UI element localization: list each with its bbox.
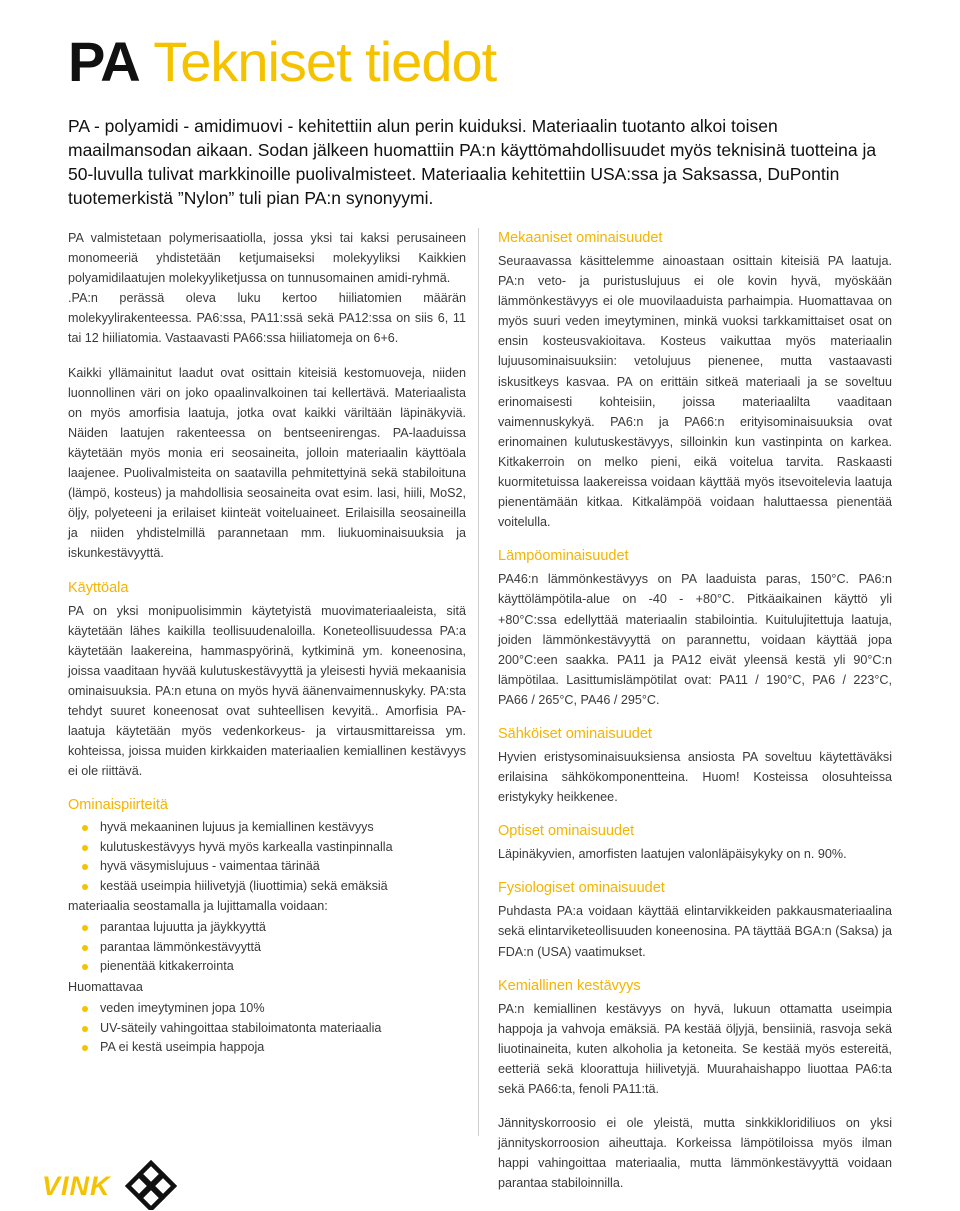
lampo-heading: Lämpöominaisuudet <box>498 548 629 565</box>
list-item: parantaa lämmönkestävyyttä <box>68 938 466 958</box>
sahko-text: Hyvien eristysominaisuuksiensa ansiosta PA soveltuu käytettäväksi erilaisina sähkökomponentteina. Huom! Kosteissa olosuhteissa eristykyky heikkenee. <box>498 749 892 805</box>
left-column <box>68 228 466 1058</box>
kemiallinen-heading: Kemiallinen kestävyys <box>498 977 641 994</box>
bullet-icon <box>82 925 88 931</box>
mekaaniset-heading: Mekaaniset ominaisuudet <box>498 230 663 246</box>
bullet-icon <box>82 1006 88 1012</box>
title-pa: PA <box>68 30 140 93</box>
title-rest: Tekniset tiedot <box>153 30 497 93</box>
sahko-heading: Sähköiset ominaisuudet <box>498 725 652 742</box>
logo-text: VINK <box>42 1171 111 1201</box>
right-column <box>498 228 892 1193</box>
huomattavaa-list <box>68 999 466 1058</box>
vink-logo <box>42 1160 182 1210</box>
list-item: parantaa lujuutta ja jäykkyyttä <box>68 918 466 938</box>
column-divider <box>478 228 479 1136</box>
fysiologiset-heading: Fysiologiset ominaisuudet <box>498 880 665 897</box>
bullet-icon <box>82 884 88 890</box>
list-item: hyvä väsymislujuus - vaimentaa tärinää <box>68 857 466 877</box>
mekaaniset-text: Seuraavassa käsittelemme ainoastaan osittain kiteisiä PA laatuja. PA:n veto- ja puristuslujuus ei ole kovin hyvä, myöskään lämmönkestävyys ei ole muovilaaduista parhaimpia. Huomattavaa on myös suuri veden imeytyminen, minkä vuoksi tarkkamittaiset osat on ensin kosteusvakioitava. Kosteus vaikuttaa myös materiaalin lujuusominaisuuksiin: vetolujuus pienenee, mutta vastaavasti iskusitkeys kasvaa. PA on erittäin sitkeä materiaali ja se soveltuu erinomaisesti kohteisiin, joissa materiaalilta vaaditaan vaimennuskykyä. PA6:n ja PA66:n erityisominaisuuksia ovat erinomainen kulutuskestävyys, silloinkin kun vastinpinta on karkea. Kitkakerroin on melko pieni, eikä voitelua tarvita. Raskaasti kuormitetuissa laakereissa voidaan käyttää myös itsevoitelevia laatuja pienentämään kitkaa. Kitkalämpöä voidaan haluttaessa pienentää voitelulla. <box>498 254 892 530</box>
jannitys-text: Jännityskorroosio ei ole yleistä, mutta sinkkikloridiliuos on yksi jännityskorroosion aiheuttaja. Korkeissa lämpötiloissa myös ilman happi vahingoittaa materiaalia, mutta lämmönkestävyyttä voidaan parantaa stabiloinnilla. <box>498 1116 892 1191</box>
list-item: UV-säteily vahingoittaa stabiloimatonta materiaalia <box>68 1019 466 1039</box>
list-item: veden imeytyminen jopa 10% <box>68 999 466 1019</box>
left-paragraph-1b: .PA:n perässä oleva luku kertoo hiiliatomien määrän molekyylirakenteessa. PA6:ssa, PA11:ssä sekä PA12:ssa on siis 6, 11 tai 12 hiiliatomia. Vastaavasti PA66:ssa hiiliatomeja on 6+6. <box>68 291 466 346</box>
lampo-text: PA46:n lämmönkestävyys on PA laaduista paras, 150°C. PA6:n käyttölämpötila-alue on -40 - +80°C. Pitkäaikainen käyttö yli +80°C:ssa edellyttää materiaalin stabilointia. Kuitulujitettuja laatuja, joiden lämmönkestävyyttä on parannettu, voidaan käyttää jopa 200°C:een saakka. PA11 ja PA12 eivät yleensä kestä yli 90°C:n lämpötilaa. Lasittumislämpötilat ovat: PA11 / 190°C, PA6 / 223°C, PA66 / 265°C, PA46 / 295°C. <box>498 572 892 707</box>
bullet-icon <box>82 945 88 951</box>
optiset-text: Läpinäkyvien, amorfisten laatujen valonläpäisykyky on n. 90%. <box>498 847 847 862</box>
kayttoala-heading: Käyttöala <box>68 579 129 596</box>
left-paragraph-1: PA valmistetaan polymerisaatiolla, jossa yksi tai kaksi perusaineen monomeeriä yhdistetään ketjumaiseksi molekyyliksi Kaikkien polyamidilaatujen molekyyliketjussa on tunnusomainen amidi-ryhmä. <box>68 231 466 286</box>
intro-paragraph <box>68 114 898 210</box>
left-paragraph-2: Kaikki yllämainitut laadut ovat osittain kiteisiä kestomuoveja, niiden luonnollinen väri on joko opaalinvalkoinen tai kellertävä. Materiaalista on myös amorfisia laatuja, jotka ovat kaikki väriltään läpinäkyviä. Näiden laatujen rakenteessa on bentseenirengas. PA-laaduissa käytetään myös monia eri seosaineita, jolloin materiaalin käyttöala laajenee. Puolivalmisteita on saatavilla pehmitettyinä sekä stabiloituna (lämpö, kosteus) ja mahdollisia seosaineita ovat esim. lasi, hiili, MoS2, öljy, polyeteeni ja erilaiset kiinteät voiteluaineet. Erilaisilla seosaineilla ja niiden yhdistelmillä parannetaan mm. liukuominaisuuksia ja iskunkestävyyttä. <box>68 365 466 561</box>
bullet-icon <box>82 1045 88 1051</box>
kayttoala-text: PA on yksi monipuolisimmin käytetyistä muovimateriaaleista, sitä käytetään lähes kaikilla teollisuudenaloilla. Koneteollisuudessa PA:a käytetään laakereina, hammaspyörinä, kytkiminä ym. koneenosina, joissa vaaditaan hyvää kulutuskestävyyttä ja yleisesti hyviä mekaanisia ominaisuuksia. PA:n etuna on myös hyvä äänenvaimennuskyky. PA:sta tehdyt suuret koneenosat ovat suhteellisen kevyitä.. Amorfisia PA-laatuja käytetään myös vedenkorkeus- ja virtausmittareissa ym. kohteissa, joissa muiden kirkkaiden materiaalien kemiallinen kestävyys ei ole riittävä. <box>68 603 466 779</box>
intro-text: PA - polyamidi - amidimuovi - kehitettiin alun perin kuiduksi. Materiaalin tuotanto alkoi toisen maailmansodan aikaan. Sodan jälkeen huomattiin PA:n käyttömahdollisuudet myös teknisinä tuotteina ja 50-luvulla tulivat markkinoille puolivalmisteet. Materiaalia kehitettiin USA:ssa ja Saksassa, DuPontin tuotemerkistä ”Nylon” tuli pian PA:n synonyymi. <box>68 116 877 208</box>
list-item: PA ei kestä useimpia happoja <box>68 1038 466 1058</box>
seostamalla-label: materiaalia seostamalla ja lujittamalla voidaan: <box>68 899 328 914</box>
bullet-icon <box>82 964 88 970</box>
optiset-heading: Optiset ominaisuudet <box>498 823 635 840</box>
list-item: kestää useimpia hiilivetyjä (liuottimia) sekä emäksiä <box>68 877 466 897</box>
fysiologiset-text: Puhdasta PA:a voidaan käyttää elintarvikkeiden pakkausmateriaalina sekä elintarviketeollisuuden koneenosina. PA täyttää BGA:n (Saksa) ja FDA:n (USA) vaatimukset. <box>498 904 892 959</box>
list-item: pienentää kitkakerrointa <box>68 957 466 977</box>
bullet-icon <box>82 864 88 870</box>
bullet-icon <box>82 845 88 851</box>
kemiallinen-text: PA:n kemiallinen kestävyys on hyvä, lukuun ottamatta useimpia happoja ja vahvoja emäksiä. PA kestää öljyjä, bensiiniä, rasvoja sekä liuotinaineita, kuten alkoholia ja ketoneita. Se kestää myös estereitä, eetteriä sekä kloorattuja hiilivetyjä. Muurahaishappo liuottaa PA6:ta sekä PA66:ta, fenoli PA11:tä. <box>498 1001 892 1096</box>
seostamalla-list <box>68 918 466 977</box>
ominaispiirteita-list <box>68 818 466 896</box>
list-item: kulutuskestävyys hyvä myös karkealla vastinpinnalla <box>68 838 466 858</box>
huomattavaa-label: Huomattavaa <box>68 979 143 994</box>
ominaispiirteita-heading: Ominaispiirteitä <box>68 797 168 814</box>
diamond-logo-icon <box>124 1160 178 1210</box>
bullet-icon <box>82 825 88 831</box>
list-item: hyvä mekaaninen lujuus ja kemiallinen kestävyys <box>68 818 466 838</box>
bullet-icon <box>82 1026 88 1032</box>
page-title <box>68 30 496 94</box>
